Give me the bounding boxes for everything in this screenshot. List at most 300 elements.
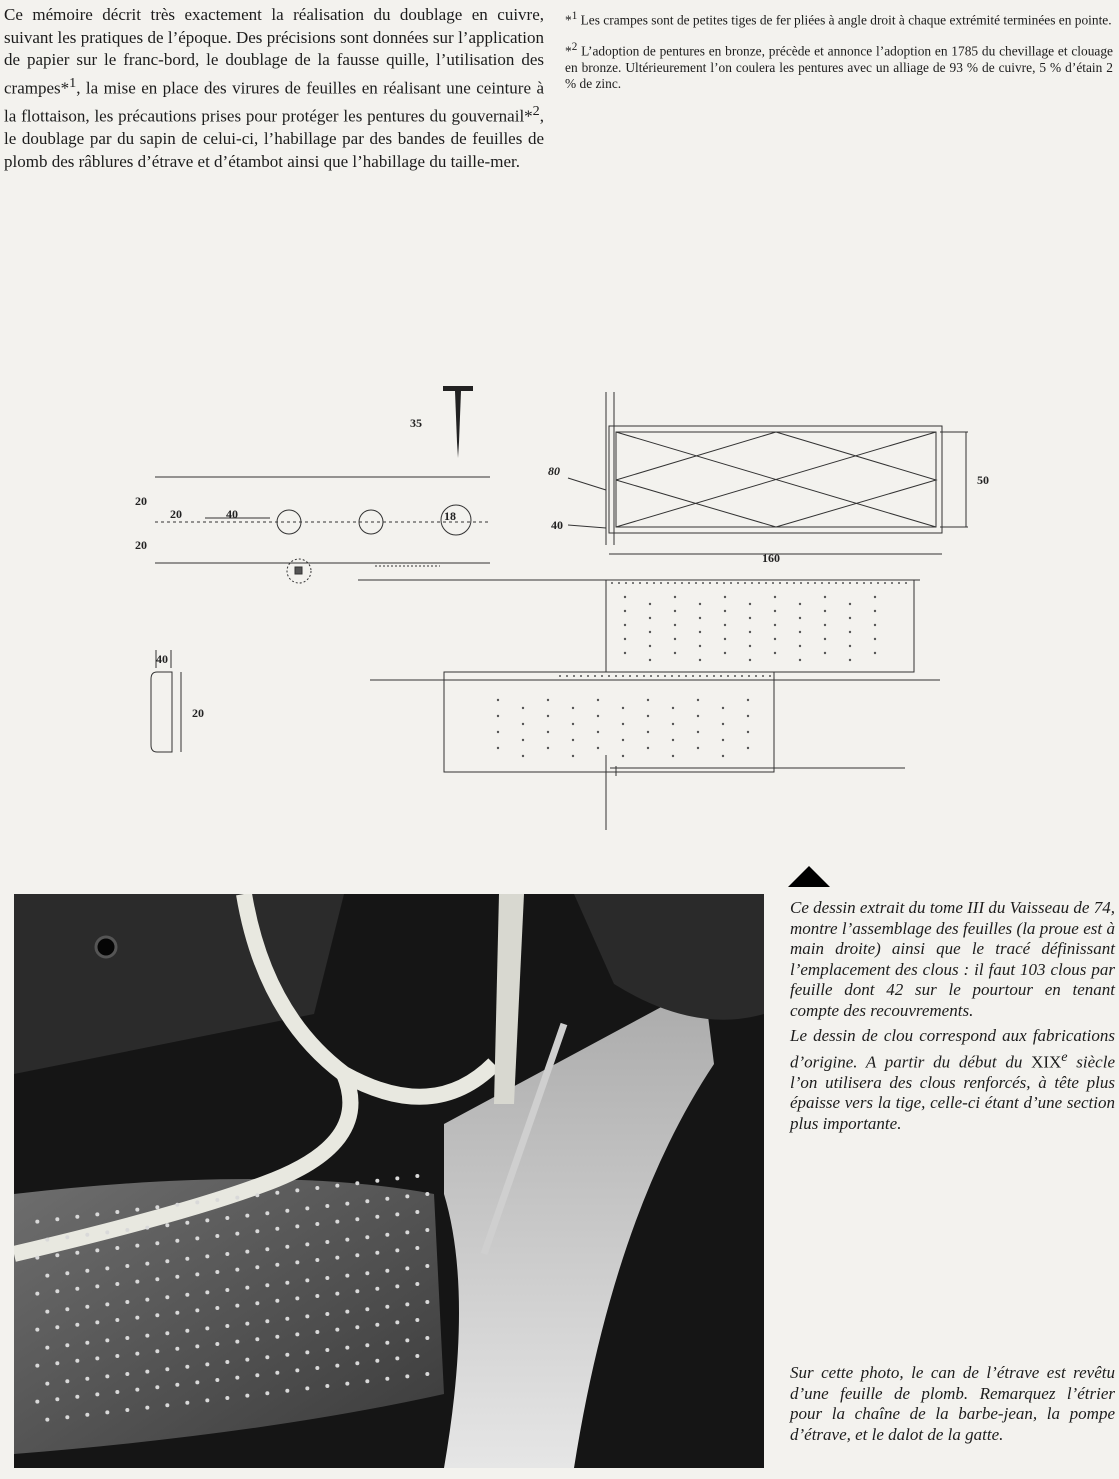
photo-nail-head [115, 1318, 119, 1322]
photo-nail-head [175, 1275, 179, 1279]
nail-dot [724, 652, 726, 654]
nail-dot [734, 675, 736, 677]
nail-dot [573, 675, 575, 677]
nail-dot [706, 675, 708, 677]
nail-dot [749, 603, 751, 605]
photo-nail-head [185, 1365, 189, 1369]
photo-nail-head [125, 1408, 129, 1412]
photo-nail-head [235, 1340, 239, 1344]
nail-dot [497, 731, 499, 733]
nail-dot [674, 624, 676, 626]
nail-dot [749, 645, 751, 647]
nail-dot [624, 624, 626, 626]
nail-dot [624, 652, 626, 654]
photo-nail-head [355, 1361, 359, 1365]
photo-nail-head [135, 1280, 139, 1284]
nail-dot [672, 755, 674, 757]
photo-nail-head [45, 1346, 49, 1350]
photo-nail-head [425, 1372, 429, 1376]
photo-nail-head [415, 1210, 419, 1214]
photo-nail-head [95, 1356, 99, 1360]
nail-dot [674, 652, 676, 654]
nail-dot [856, 582, 858, 584]
nail-dot [697, 731, 699, 733]
nail-dot [660, 582, 662, 584]
nail-dot [649, 659, 651, 661]
photo-nail-head [65, 1415, 69, 1419]
photo-nail-head [135, 1208, 139, 1212]
nail-dot [835, 582, 837, 584]
photo-nail-head [405, 1374, 409, 1378]
nail-dot [692, 675, 694, 677]
nail-dot [842, 582, 844, 584]
photo-nail-head [75, 1287, 79, 1291]
photo-nail-head [145, 1406, 149, 1410]
photo-nail-head [425, 1192, 429, 1196]
nail-dot [697, 715, 699, 717]
photo-nail-head [415, 1354, 419, 1358]
photo-nail-head [35, 1400, 39, 1404]
photo-nail-head [135, 1352, 139, 1356]
nail-dot [807, 582, 809, 584]
nail-dot [674, 582, 676, 584]
photo-nail-head [385, 1233, 389, 1237]
nail-dot [639, 582, 641, 584]
nail-dot [572, 723, 574, 725]
nail-dot [891, 582, 893, 584]
photo-nail-head [335, 1328, 339, 1332]
photo-nail-head [375, 1251, 379, 1255]
photo-nail-head [45, 1238, 49, 1242]
photo-nail-head [155, 1277, 159, 1281]
photo-nail-head [305, 1242, 309, 1246]
nail-dot [874, 638, 876, 640]
photo-nail-head [315, 1294, 319, 1298]
nail-dot [751, 582, 753, 584]
photo-nail-head [205, 1362, 209, 1366]
nail-dot [624, 610, 626, 612]
nail-dot [497, 715, 499, 717]
nail-dot [629, 675, 631, 677]
nail-dot [774, 596, 776, 598]
photo-nail-head [45, 1310, 49, 1314]
nail-dot [647, 715, 649, 717]
nail-dot [522, 755, 524, 757]
photo-nail-head [155, 1385, 159, 1389]
photo-nail-head [75, 1323, 79, 1327]
photo-nail-head [315, 1186, 319, 1190]
nail-dot [799, 603, 801, 605]
photo-nail-head [115, 1282, 119, 1286]
photo-nail-head [185, 1329, 189, 1333]
nail-dot [580, 675, 582, 677]
nail-dot [824, 624, 826, 626]
nail-dot [824, 596, 826, 598]
photo-nail-head [105, 1266, 109, 1270]
photo-nail-head [405, 1338, 409, 1342]
photo-nail-head [195, 1380, 199, 1384]
dim-profile-width: 40 [156, 652, 168, 666]
photo-nail-head [165, 1259, 169, 1263]
nail-dot [824, 638, 826, 640]
photo-nail-head [285, 1209, 289, 1213]
nail-dot [749, 617, 751, 619]
photo-nail-head [245, 1214, 249, 1218]
footnotes [565, 8, 1113, 103]
photo-nail-head [325, 1312, 329, 1316]
nail-dot [702, 582, 704, 584]
nail-dot [730, 582, 732, 584]
nail-dot [724, 624, 726, 626]
nail-dot [672, 723, 674, 725]
nail-dot [547, 731, 549, 733]
photo-nail-head [125, 1336, 129, 1340]
nail-dot [779, 582, 781, 584]
photo-nail-head [225, 1252, 229, 1256]
photo-nail-head [395, 1176, 399, 1180]
photo-nail-head [75, 1251, 79, 1255]
photo-nail-head [365, 1307, 369, 1311]
photo-nail-head [115, 1246, 119, 1250]
photo-nail-head [115, 1354, 119, 1358]
photo-nail-head [375, 1359, 379, 1363]
nail-dot [636, 675, 638, 677]
photo-nail-head [275, 1335, 279, 1339]
nail-dot [720, 675, 722, 677]
photo-nail-head [335, 1292, 339, 1296]
nail-dot [547, 747, 549, 749]
dim-sheet-top: 80 [548, 464, 560, 478]
photo-nail-head [255, 1373, 259, 1377]
photo-nail-head [185, 1221, 189, 1225]
nail-dot [597, 747, 599, 749]
nail-dot [699, 631, 701, 633]
photo-nail-head [125, 1300, 129, 1304]
photo-nail-head [355, 1325, 359, 1329]
nail-dot [664, 675, 666, 677]
nail-dot [749, 631, 751, 633]
dim-row-bottom: 20 [135, 538, 147, 552]
photo-nail-head [385, 1377, 389, 1381]
nail-dot [849, 631, 851, 633]
photo-nail-head [315, 1258, 319, 1262]
photo-nail-head [55, 1325, 59, 1329]
hull-photo [14, 894, 764, 1468]
photo-nail-head [225, 1216, 229, 1220]
nail-dot [547, 715, 549, 717]
nail-dot [522, 723, 524, 725]
photo-nail-head [55, 1217, 59, 1221]
photo-nail-head [95, 1392, 99, 1396]
nail-dot [672, 707, 674, 709]
photo-nail-head [35, 1292, 39, 1296]
photo-nail-head [95, 1212, 99, 1216]
nail-dot [755, 675, 757, 677]
photo-nail-head [105, 1410, 109, 1414]
nail-dot [884, 582, 886, 584]
photo-nail-head [375, 1323, 379, 1327]
nail-dot [800, 582, 802, 584]
photo-nail-head [175, 1239, 179, 1243]
photo-nail-head [375, 1287, 379, 1291]
photo-nail-head [365, 1271, 369, 1275]
photo-nail-head [185, 1401, 189, 1405]
nail-dot [724, 610, 726, 612]
photo-nail-head [335, 1220, 339, 1224]
nail-dot [772, 582, 774, 584]
caption-pointer-triangle [788, 866, 830, 887]
nail-dot [597, 699, 599, 701]
photo-nail-head [415, 1246, 419, 1250]
nail-dot [688, 582, 690, 584]
nail-dot [723, 582, 725, 584]
nail-dot [699, 675, 701, 677]
photo-nail-head [315, 1330, 319, 1334]
nail-dot [594, 675, 596, 677]
photo-nail-head [135, 1388, 139, 1392]
footnote-2: *$^2$ L’adoption de pentures en bronze, précède et annonce l’adoption en 1785 du chevillage et clouage en bronze. Ultérieurement l’on coulera les pentures avec un alliage de 93 % de cuivre, 5 % d’étain 2 % de zinc. [565, 40, 1113, 92]
nail-dot [497, 699, 499, 701]
photo-nail-head [85, 1377, 89, 1381]
nail-dot [622, 739, 624, 741]
nail-dot [649, 617, 651, 619]
caption-nail: Le dessin de clou correspond aux fabrications d’origine. A partir du début du XIXe siècle l’on utilisera des clous renforcés, à tête plus épaisse vers la tige, celle-ci étant d’une section plus importante. [790, 1026, 1115, 1133]
photo-nail-head [65, 1235, 69, 1239]
photo-nail-head [55, 1397, 59, 1401]
nail-dot [713, 675, 715, 677]
nail-dot [905, 582, 907, 584]
photo-nail-head [65, 1379, 69, 1383]
nail-dot [697, 699, 699, 701]
photo-nail-head [405, 1266, 409, 1270]
photo-nail-head [55, 1289, 59, 1293]
nail-dot [649, 631, 651, 633]
nail-dot [647, 731, 649, 733]
nail-dot [799, 617, 801, 619]
nail-dot [587, 675, 589, 677]
nail-dot [749, 659, 751, 661]
dim-row-top: 20 [135, 494, 147, 508]
photo-nail-head [305, 1278, 309, 1282]
photo-nail-head [55, 1361, 59, 1365]
nail-dot [608, 675, 610, 677]
nail-dot [814, 582, 816, 584]
photo-nail-head [95, 1320, 99, 1324]
nail-dot [722, 739, 724, 741]
photo-nail-head [295, 1332, 299, 1336]
nail-dot [849, 582, 851, 584]
photo-nail-head [65, 1271, 69, 1275]
footnote-1: *$^1$ Les crampes sont de petites tiges de fer pliées à angle droit à chaque extrémité terminées en pointe. [565, 10, 1112, 28]
nail-dot [874, 652, 876, 654]
dim-sheet-bottom: 40 [551, 518, 563, 532]
photo-nail-head [195, 1200, 199, 1204]
nail-dot [849, 659, 851, 661]
nail-dot [722, 755, 724, 757]
photo-nail-head [165, 1223, 169, 1227]
nail-dot [597, 731, 599, 733]
photo-nail-head [245, 1358, 249, 1362]
photo-nail-head [305, 1350, 309, 1354]
nail-dot [799, 645, 801, 647]
nail-dot [744, 582, 746, 584]
photo-nail-head [285, 1389, 289, 1393]
photo-nail-head [175, 1383, 179, 1387]
dim-gap-first: 20 [170, 507, 182, 521]
photo-nail-head [355, 1253, 359, 1257]
nail-dot [678, 675, 680, 677]
photo-nail-head [245, 1322, 249, 1326]
photo-nail-head [345, 1310, 349, 1314]
photo-nail-head [335, 1184, 339, 1188]
nail-dot [674, 638, 676, 640]
nail-dot [874, 624, 876, 626]
photo-nail-head [155, 1205, 159, 1209]
photo-nail-head [35, 1364, 39, 1368]
photo-nail-head [85, 1413, 89, 1417]
photo-nail-head [285, 1245, 289, 1249]
nail-dot [828, 582, 830, 584]
photo-nail-head [345, 1346, 349, 1350]
photo-nail-head [385, 1305, 389, 1309]
nail-dot [672, 739, 674, 741]
nail-dot [699, 659, 701, 661]
photo-nail-head [385, 1269, 389, 1273]
intro-paragraph: Ce mémoire décrit très exactement la réalisation du doublage en cuivre, suivant les pratiques de l’époque. Des précisions sont données sur l’application de papier sur le franc-bord, le doublage de la fausse quille, l’utilisation des crampes*$^1$, la mise en place des virures de feuilles en réalisant une ceinture à la flottaison, les précautions prises pour protéger les pentures du gouvernail*$^2$, le doublage par du sapin de celui-ci, l’habillage par des bandes de feuilles de plomb des râblures d’étrave et d’étambot ainsi que l’habillage du taille-mer. [4, 5, 544, 171]
photo-nail-head [405, 1230, 409, 1234]
photo-nail-head [275, 1191, 279, 1195]
nail-dot [849, 603, 851, 605]
photo-nail-head [335, 1364, 339, 1368]
photo-nail-head [155, 1241, 159, 1245]
photo-nail-head [235, 1268, 239, 1272]
photo-nail-head [195, 1272, 199, 1276]
photo-nail-head [295, 1260, 299, 1264]
nail-dot [849, 645, 851, 647]
nail-dot [769, 675, 771, 677]
nail-dot [722, 723, 724, 725]
photo-nail-head [365, 1235, 369, 1239]
nail-dot [786, 582, 788, 584]
photo-nail-head [275, 1371, 279, 1375]
nail-dot [870, 582, 872, 584]
photo-nail-head [265, 1283, 269, 1287]
nail-dot [522, 707, 524, 709]
nail-dot [824, 610, 826, 612]
photo-nail-head [105, 1338, 109, 1342]
photo-nail-head [215, 1270, 219, 1274]
photo-nail-head [45, 1274, 49, 1278]
photo-nail-head [175, 1347, 179, 1351]
photo-nail-head [315, 1366, 319, 1370]
photo-nail-head [225, 1288, 229, 1292]
caption-photo: Sur cette photo, le can de l’étrave est revêtu d’une feuille de plomb. Remarquez l’étrier pour la chaîne de la barbe-jean, la pompe d’étrave, et le dalot de la gatte. [790, 1363, 1115, 1444]
nail-dot [601, 675, 603, 677]
photo-nail-head [35, 1328, 39, 1332]
photo-nail-head [355, 1181, 359, 1185]
photo-nail-head [395, 1248, 399, 1252]
dim-profile-height: 20 [192, 706, 204, 720]
nail-dot [559, 675, 561, 677]
photo-nail-head [185, 1257, 189, 1261]
nail-figure [443, 386, 473, 458]
nail-dot [874, 610, 876, 612]
photo-nail-head [345, 1202, 349, 1206]
nail-dot [824, 652, 826, 654]
photo-nail-head [205, 1326, 209, 1330]
photo-nail-head [305, 1314, 309, 1318]
photo-nail-head [235, 1196, 239, 1200]
photo-nail-head [145, 1370, 149, 1374]
photo-nail-head [325, 1204, 329, 1208]
photo-nail-head [175, 1311, 179, 1315]
photo-nail-head [225, 1324, 229, 1328]
nail-dot [762, 675, 764, 677]
photo-nail-head [205, 1398, 209, 1402]
photo-nail-head [265, 1391, 269, 1395]
dim-gap-second: 40 [226, 507, 238, 521]
nail-spacing-diagram [155, 477, 490, 583]
photo-nail-head [395, 1320, 399, 1324]
photo-nail-head [105, 1302, 109, 1306]
photo-nail-head [85, 1341, 89, 1345]
photo-nail-head [255, 1193, 259, 1197]
nail-dot [863, 582, 865, 584]
nail-dot [877, 582, 879, 584]
nail-dot [697, 747, 699, 749]
photo-nail-head [165, 1367, 169, 1371]
photo-nail-head [375, 1179, 379, 1183]
photo-nail-head [165, 1295, 169, 1299]
photo-nail-head [195, 1308, 199, 1312]
nail-dot [625, 582, 627, 584]
nail-dot [622, 755, 624, 757]
nail-dot [615, 675, 617, 677]
photo-nail-head [125, 1264, 129, 1268]
nail-dot [522, 739, 524, 741]
photo-nail-head [205, 1218, 209, 1222]
photo-nail-head [105, 1230, 109, 1234]
nail-dot [699, 617, 701, 619]
photo-nail-head [255, 1229, 259, 1233]
photo-nail-head [145, 1334, 149, 1338]
photo-nail-head [215, 1378, 219, 1382]
photo-nail-head [165, 1403, 169, 1407]
nail-dot [643, 675, 645, 677]
nail-dot [774, 638, 776, 640]
photo-nail-head [75, 1215, 79, 1219]
photo-nail-head [205, 1290, 209, 1294]
photo-nail-head [415, 1174, 419, 1178]
photo-nail-head [85, 1269, 89, 1273]
nail-dot [716, 582, 718, 584]
nail-dot [618, 582, 620, 584]
photo-nail-head [275, 1227, 279, 1231]
photo-nail-head [235, 1232, 239, 1236]
photo-nail-head [185, 1293, 189, 1297]
caption-drawing: Ce dessin extrait du tome III du Vaisseau de 74, montre l’assemblage des feuilles (la proue est à main droite) ainsi que le tracé définissant l’emplacement des clous : il faut 103 clous par feuille dont 42 sur le pourtour en tenant compte des recouvrements. [790, 898, 1115, 1020]
photo-nail-head [285, 1281, 289, 1285]
photo-nail-head [55, 1253, 59, 1257]
nail-dot [572, 739, 574, 741]
nail-dot [741, 675, 743, 677]
photo-nail-head [405, 1302, 409, 1306]
photo-nail-head [205, 1254, 209, 1258]
photo-nail-head [95, 1284, 99, 1288]
photo-nail-head [395, 1356, 399, 1360]
nail-dot [566, 675, 568, 677]
nail-dot [724, 638, 726, 640]
